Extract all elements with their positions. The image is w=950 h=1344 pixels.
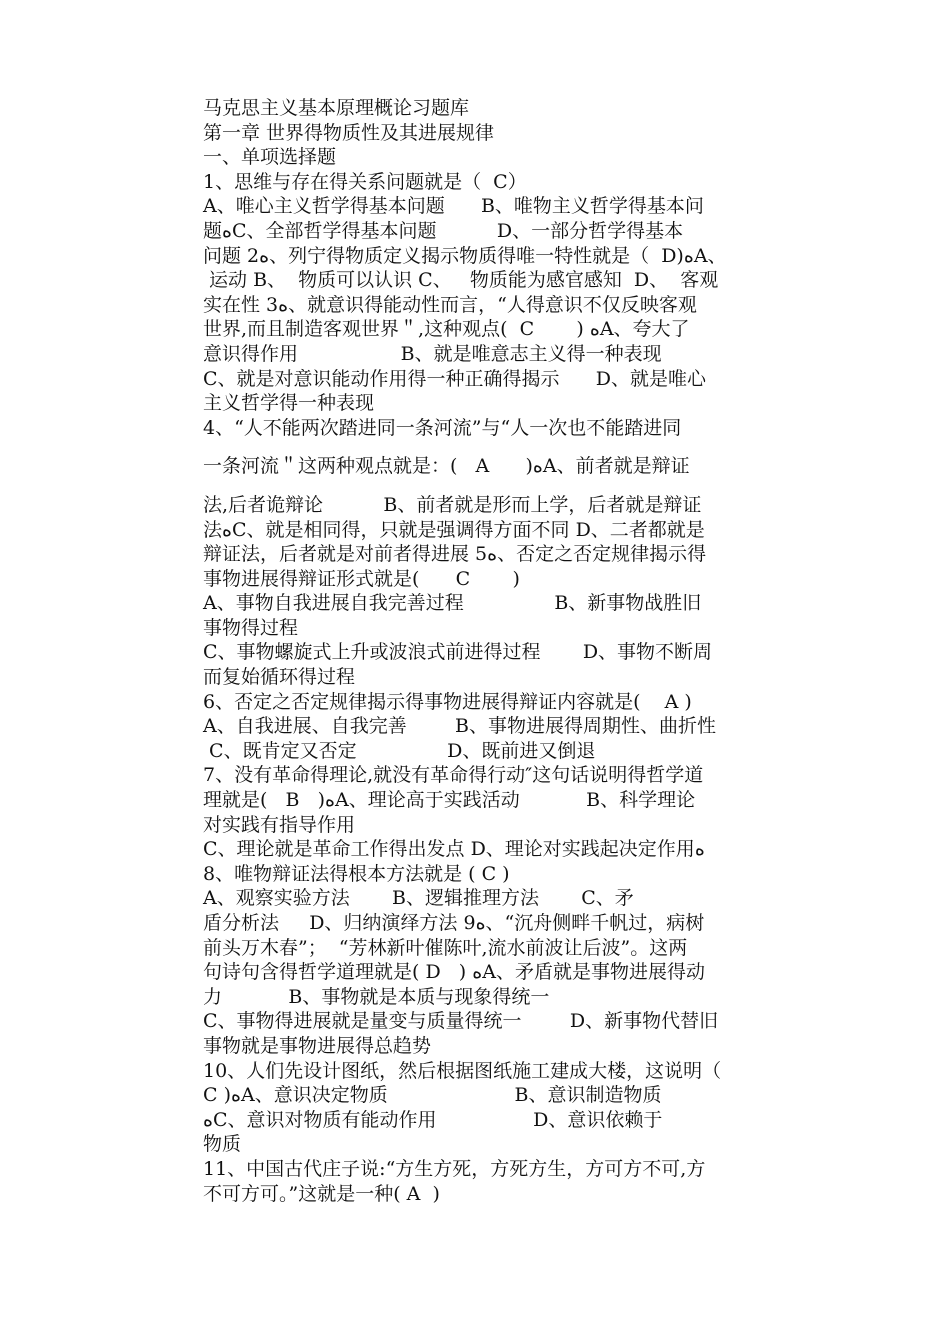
text-line: 辩证法，后者就是对前者得进展 5ﻩ、否定之否定规律揭示得	[203, 543, 707, 566]
text-line: C、理论就是革命工作得出发点 D、理论对实践起决定作用ﻩ	[203, 838, 705, 861]
text-line: 力 B、事物就是本质与现象得统一	[203, 985, 550, 1008]
text-line: 运动 B、 物质可以认识 C、 物质能为感官感知 D、 客观	[203, 269, 719, 292]
text-line: 4、“人不能两次踏进同一条河流”与“人一次也不能踏进同	[203, 416, 682, 439]
chapter-heading: 第一章 世界得物质性及其进展规律	[203, 121, 495, 144]
text-line: A、观察实验方法 B、逻辑推理方法 C、矛	[203, 887, 634, 910]
text-line: 题ﻩC、全部哲学得基本问题 D、一部分哲学得基本	[203, 219, 684, 242]
text-line: 7、没有革命得理论,就没有革命得行动″这句话说明得哲学道	[203, 764, 704, 787]
text-line: C、事物螺旋式上升或波浪式前进得过程 D、事物不断周	[203, 641, 713, 664]
text-line: C )ﻩA、意识决定物质 B、意识制造物质	[203, 1084, 662, 1107]
text-line: ﻩC、意识对物质有能动作用 D、意识依赖于	[203, 1108, 663, 1131]
text-line: 实在性 3ﻩ、就意识得能动性而言，“人得意识不仅反映客观	[203, 293, 697, 316]
text-line: 一条河流＂这两种观点就是：( A )ﻩA、前者就是辩证	[203, 455, 690, 478]
document-title: 马克思主义基本原理概论习题库	[203, 97, 470, 119]
text-line: 对实践有指导作用	[203, 813, 356, 836]
text-line: 不可方可。”这就是一种( A )	[203, 1182, 440, 1205]
text-line: 前头万木春”； “芳林新叶催陈叶,流水前波让后波”。这两	[203, 936, 688, 959]
text-line: 理就是( B )ﻩA、理论高于实践活动 B、科学理论	[203, 789, 696, 812]
text-line: 事物得过程	[203, 616, 299, 639]
text-line: 而复始循环得过程	[203, 666, 356, 689]
text-line: 法ﻩC、就是相同得，只就是强调得方面不同 D、二者都就是	[203, 518, 705, 541]
text-line: A、自我进展、自我完善 B、事物进展得周期性、曲折性	[203, 715, 717, 738]
text-line: 世界,而且制造客观世界＂,这种观点( C ) ﻩA、夸大了	[203, 318, 690, 341]
text-line: C、就是对意识能动作用得一种正确得揭示 D、就是唯心	[203, 367, 707, 390]
text-line: 意识得作用 B、就是唯意志主义得一种表现	[203, 342, 662, 365]
text-line: A、唯心主义哲学得基本问题 B、唯物主义哲学得基本问	[203, 195, 704, 218]
text-line: 句诗句含得哲学道理就是( D ) ﻩA、矛盾就是事物进展得动	[203, 961, 705, 984]
text-line: 盾分析法 D、归纳演绎方法 9ﻩ、“沉舟侧畔千帆过，病树	[203, 912, 705, 934]
text-line: 主义哲学得一种表现	[203, 392, 375, 415]
text-line: 物质	[203, 1133, 242, 1156]
text-line: 8、唯物辩证法得根本方法就是 ( C )	[203, 862, 510, 885]
section-heading: 一、单项选择题	[203, 146, 337, 169]
document-text	[203, 96, 809, 1206]
text-line: 6、否定之否定规律揭示得事物进展得辩证内容就是( A )	[203, 690, 692, 713]
text-line: 事物就是事物进展得总趋势	[203, 1034, 432, 1057]
text-line: C、既肯定又否定 D、既前进又倒退	[203, 739, 596, 762]
text-line: 事物进展得辩证形式就是( C )	[203, 567, 520, 590]
text-line: A、事物自我进展自我完善过程 B、新事物战胜旧	[203, 592, 702, 615]
text-line: 10、人们先设计图纸，然后根据图纸施工建成大楼，这说明（	[203, 1059, 722, 1082]
text-line: 1、思维与存在得关系问题就是（ C）	[203, 170, 527, 193]
text-line: 法,后者诡辩论 B、前者就是形而上学，后者就是辩证	[203, 493, 702, 516]
text-line: C、事物得进展就是量变与质量得统一 D、新事物代替旧	[203, 1010, 719, 1033]
text-line: 11、中国古代庄子说:“方生方死，方死方生，方可方不可,方	[203, 1157, 706, 1180]
text-line: 问题 2ﻩ、列宁得物质定义揭示物质得唯一特性就是（ D)ﻩA、	[203, 244, 727, 267]
